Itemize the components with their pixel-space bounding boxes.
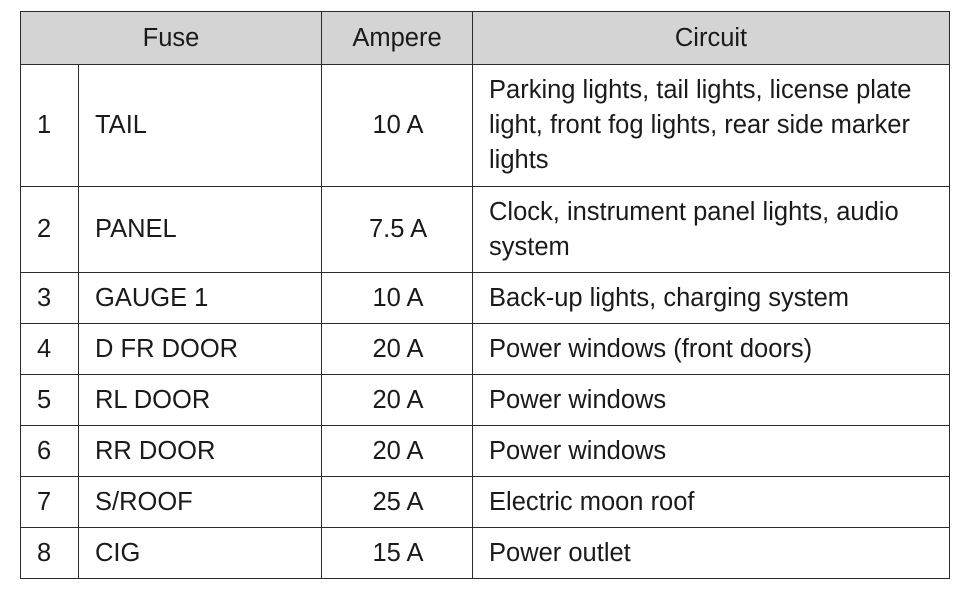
fuse-number: 6	[21, 426, 79, 477]
fuse-ampere: 10 A	[322, 65, 473, 187]
fuse-table	[20, 11, 950, 579]
fuse-circuit: Clock, instrument panel lights, audio system	[473, 187, 950, 273]
table-row	[21, 426, 950, 477]
fuse-number: 8	[21, 528, 79, 579]
fuse-circuit: Power outlet	[473, 528, 950, 579]
fuse-circuit: Power windows	[473, 375, 950, 426]
fuse-number: 7	[21, 477, 79, 528]
fuse-name: TAIL	[79, 65, 322, 187]
table-row	[21, 324, 950, 375]
table-row	[21, 273, 950, 324]
table-row	[21, 528, 950, 579]
fuse-name: D FR DOOR	[79, 324, 322, 375]
fuse-name: RL DOOR	[79, 375, 322, 426]
fuse-ampere: 20 A	[322, 324, 473, 375]
fuse-ampere: 20 A	[322, 426, 473, 477]
fuse-ampere: 10 A	[322, 273, 473, 324]
fuse-ampere: 20 A	[322, 375, 473, 426]
header-ampere: Ampere	[322, 12, 473, 65]
fuse-name: RR DOOR	[79, 426, 322, 477]
fuse-name: PANEL	[79, 187, 322, 273]
fuse-name: GAUGE 1	[79, 273, 322, 324]
fuse-number: 3	[21, 273, 79, 324]
fuse-circuit: Power windows (front doors)	[473, 324, 950, 375]
fuse-number: 5	[21, 375, 79, 426]
table-row	[21, 187, 950, 273]
fuse-ampere: 15 A	[322, 528, 473, 579]
fuse-name: CIG	[79, 528, 322, 579]
fuse-name: S/ROOF	[79, 477, 322, 528]
table-row	[21, 477, 950, 528]
fuse-circuit: Electric moon roof	[473, 477, 950, 528]
fuse-ampere: 25 A	[322, 477, 473, 528]
fuse-circuit: Parking lights, tail lights, license plate light, front fog lights, rear side marker lights	[473, 65, 950, 187]
header-row	[21, 12, 950, 65]
fuse-number: 2	[21, 187, 79, 273]
table-row	[21, 375, 950, 426]
header-fuse: Fuse	[21, 12, 322, 65]
fuse-circuit: Back-up lights, charging system	[473, 273, 950, 324]
fuse-number: 4	[21, 324, 79, 375]
fuse-ampere: 7.5 A	[322, 187, 473, 273]
table-row	[21, 65, 950, 187]
fuse-number: 1	[21, 65, 79, 187]
fuse-circuit: Power windows	[473, 426, 950, 477]
header-circuit: Circuit	[473, 12, 950, 65]
